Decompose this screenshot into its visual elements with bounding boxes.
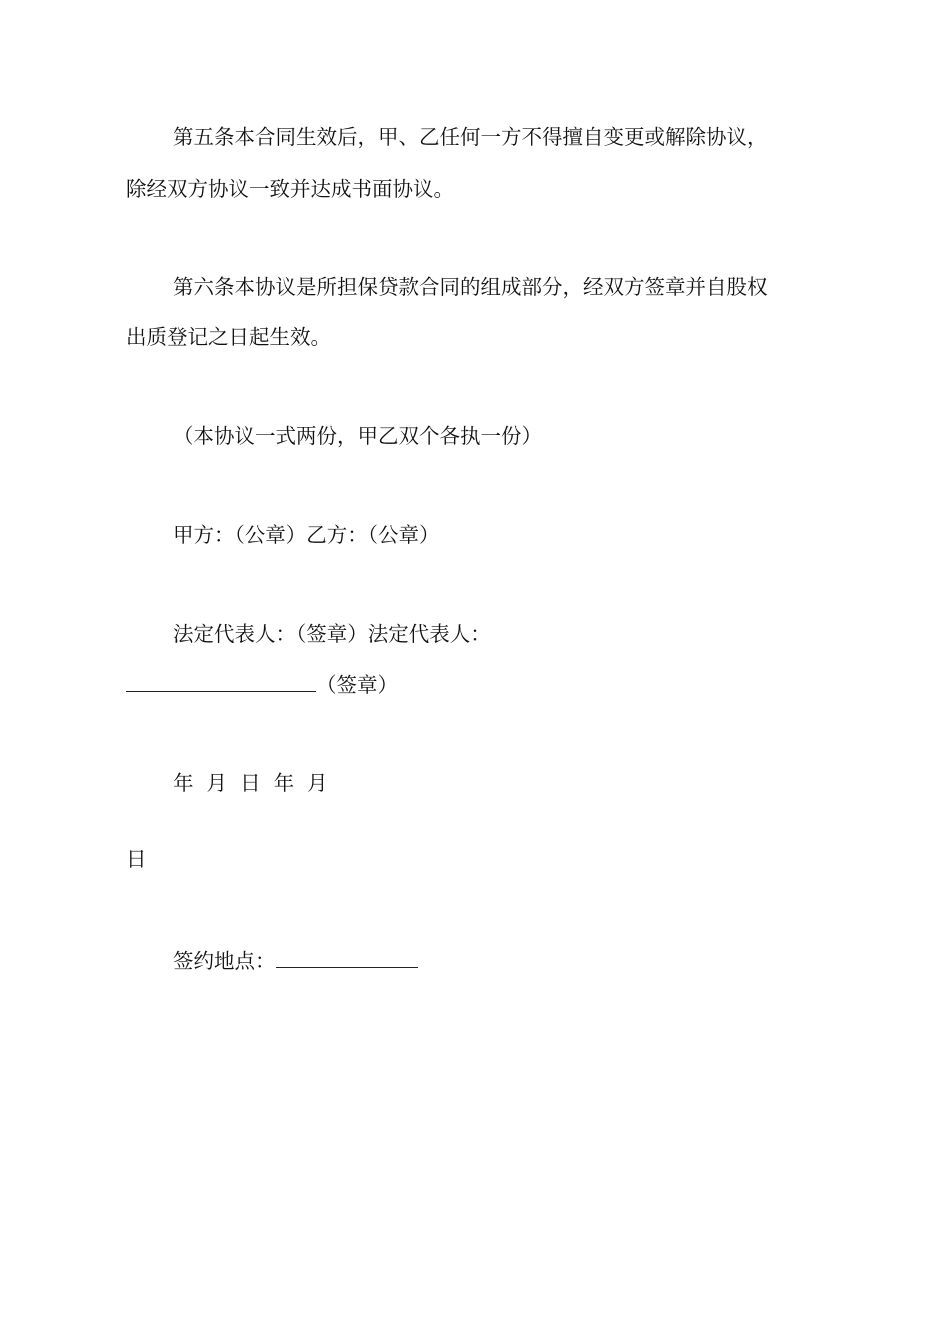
- legal-rep-line-1: 法定代表人：（签章）法定代表人：: [173, 622, 491, 646]
- signature-blank: [126, 673, 316, 692]
- article-5-line-1: 第五条本合同生效后，甲、乙任何一方不得擅自变更或解除协议，: [173, 125, 768, 149]
- signing-place-label: 签约地点：: [173, 949, 276, 973]
- legal-rep-seal-label: （签章）: [316, 673, 398, 697]
- signing-place-blank: [276, 949, 418, 968]
- article-6-line-1: 第六条本协议是所担保贷款合同的组成部分，经双方签章并自股权: [173, 275, 768, 299]
- article-6-line-2: 出质登记之日起生效。: [126, 325, 331, 349]
- date-line-1: 年 月 日 年 月: [173, 771, 328, 795]
- article-5-line-2: 除经双方协议一致并达成书面协议。: [126, 177, 454, 201]
- signing-place-line: [173, 948, 418, 974]
- date-line-2: 日: [126, 847, 147, 871]
- legal-rep-line-2: [126, 672, 398, 698]
- parties-seal-line: 甲方：（公章）乙方：（公章）: [173, 523, 440, 547]
- copies-note: （本协议一式两份，甲乙双个各执一份）: [173, 424, 542, 448]
